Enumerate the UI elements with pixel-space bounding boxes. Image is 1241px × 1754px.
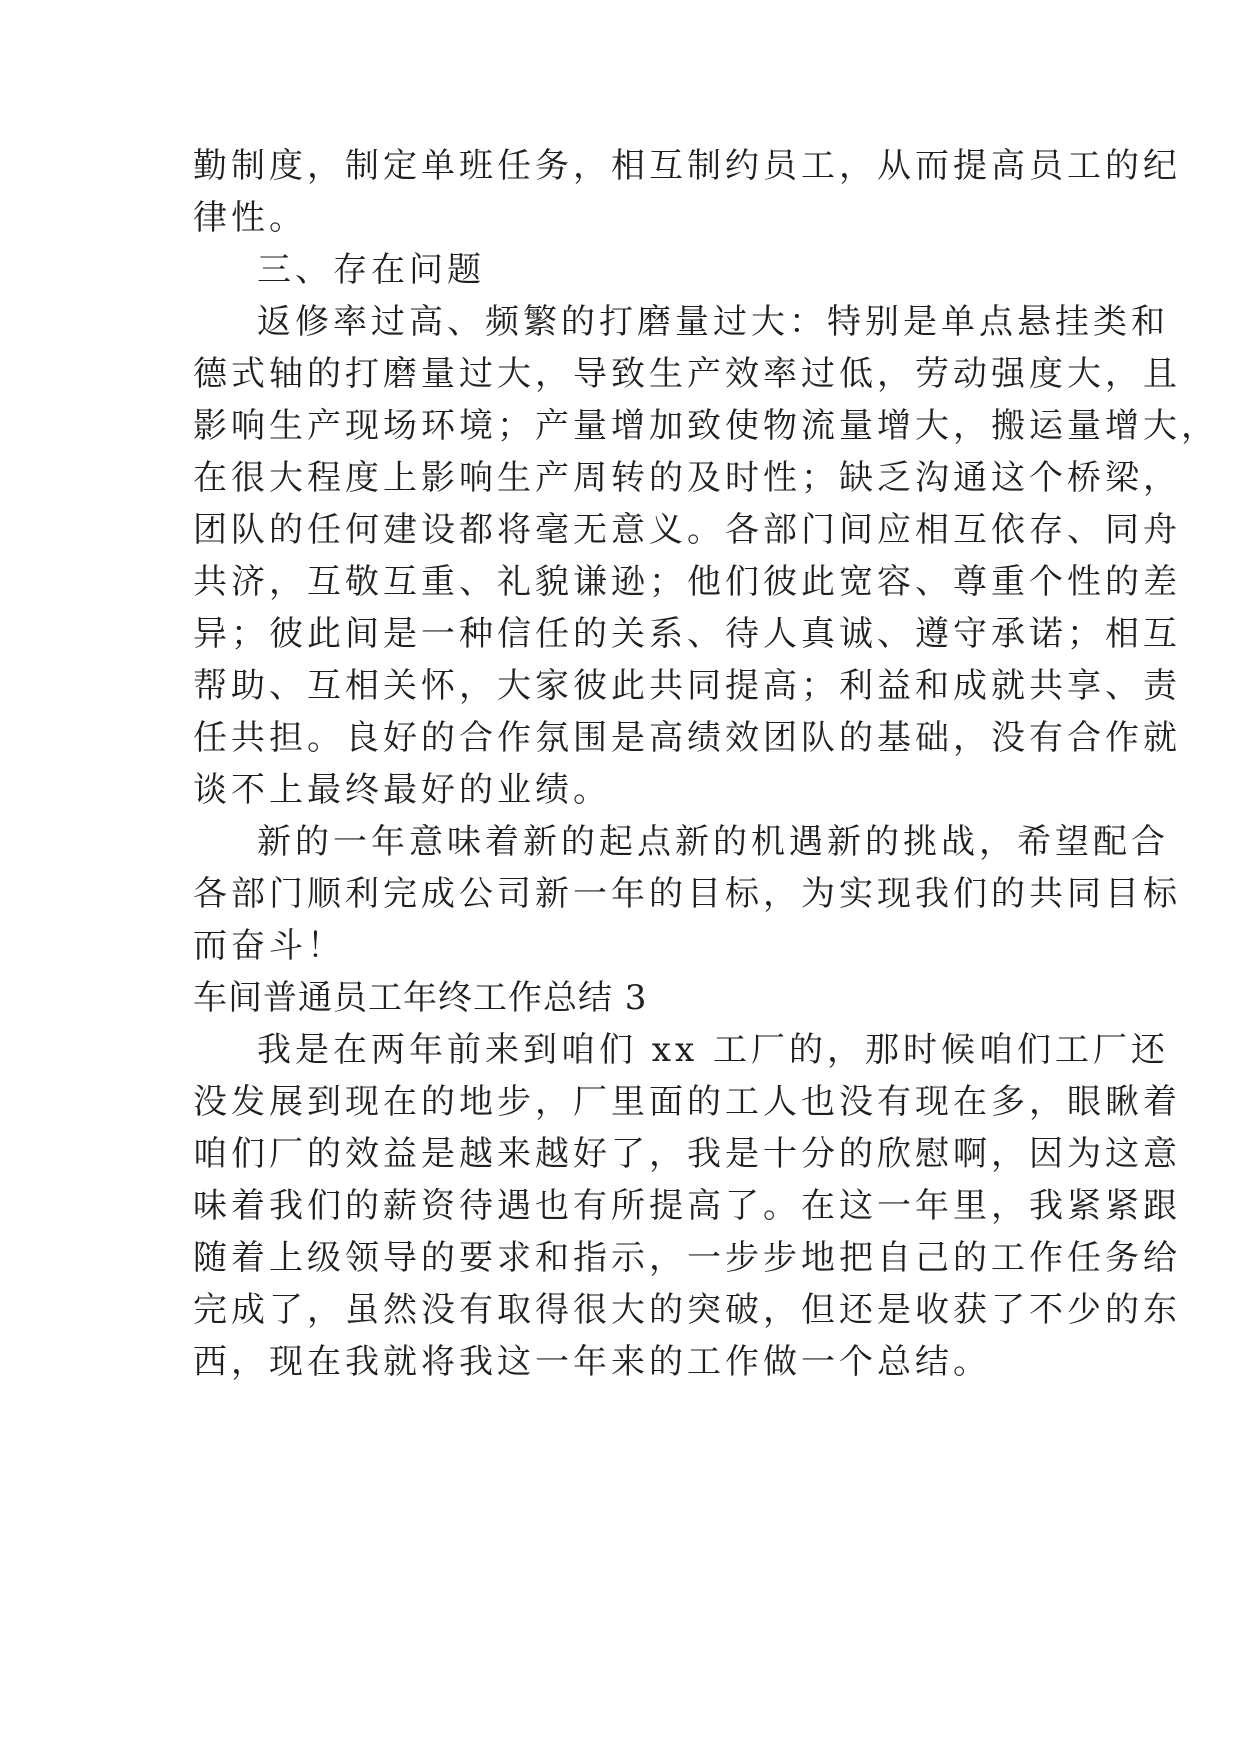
text-line: 味着我们的薪资待遇也有所提高了。在这一年里，我紧紧跟 <box>193 1186 1181 1226</box>
text-line: 各部门顺利完成公司新一年的目标，为实现我们的共同目标 <box>193 874 1181 914</box>
text-line: 影响生产现场环境；产量增加致使物流量增大，搬运量增大， <box>193 406 1219 446</box>
text-line: 我是在两年前来到咱们 xx 工厂的，那时候咱们工厂还 <box>257 1030 1169 1070</box>
text-line: 律性。 <box>193 198 307 238</box>
text-line: 咱们厂的效益是越来越好了，我是十分的欣慰啊，因为这意 <box>193 1134 1181 1174</box>
text-line: 没发展到现在的地步，厂里面的工人也没有现在多，眼瞅着 <box>193 1082 1181 1122</box>
text-line: 完成了，虽然没有取得很大的突破，但还是收获了不少的东 <box>193 1290 1181 1330</box>
text-line: 共济，互敬互重、礼貌谦逊；他们彼此宽容、尊重个性的差 <box>193 562 1181 602</box>
text-line: 西，现在我就将我这一年来的工作做一个总结。 <box>193 1342 991 1382</box>
text-line: 帮助、互相关怀，大家彼此共同提高；利益和成就共享、责 <box>193 666 1181 706</box>
text-line: 德式轴的打磨量过大，导致生产效率过低，劳动强度大，且 <box>193 354 1181 394</box>
text-line: 异；彼此间是一种信任的关系、待人真诚、遵守承诺；相互 <box>193 614 1181 654</box>
text-line: 勤制度，制定单班任务，相互制约员工，从而提高员工的纪 <box>193 146 1181 186</box>
text-line: 在很大程度上影响生产周转的及时性；缺乏沟通这个桥梁， <box>193 458 1181 498</box>
document-title: 车间普通员工年终工作总结 3 <box>193 978 648 1018</box>
text-line: 新的一年意味着新的起点新的机遇新的挑战，希望配合 <box>257 822 1169 862</box>
text-line: 团队的任何建设都将毫无意义。各部门间应相互依存、同舟 <box>193 510 1181 550</box>
text-line: 随着上级领导的要求和指示，一步步地把自己的工作任务给 <box>193 1238 1181 1278</box>
text-line: 任共担。良好的合作氛围是高绩效团队的基础，没有合作就 <box>193 718 1181 758</box>
text-line: 返修率过高、频繁的打磨量过大：特别是单点悬挂类和 <box>257 302 1169 342</box>
section-heading: 三、存在问题 <box>257 250 485 290</box>
text-line: 而奋斗！ <box>193 926 345 966</box>
text-line: 谈不上最终最好的业绩。 <box>193 770 611 810</box>
